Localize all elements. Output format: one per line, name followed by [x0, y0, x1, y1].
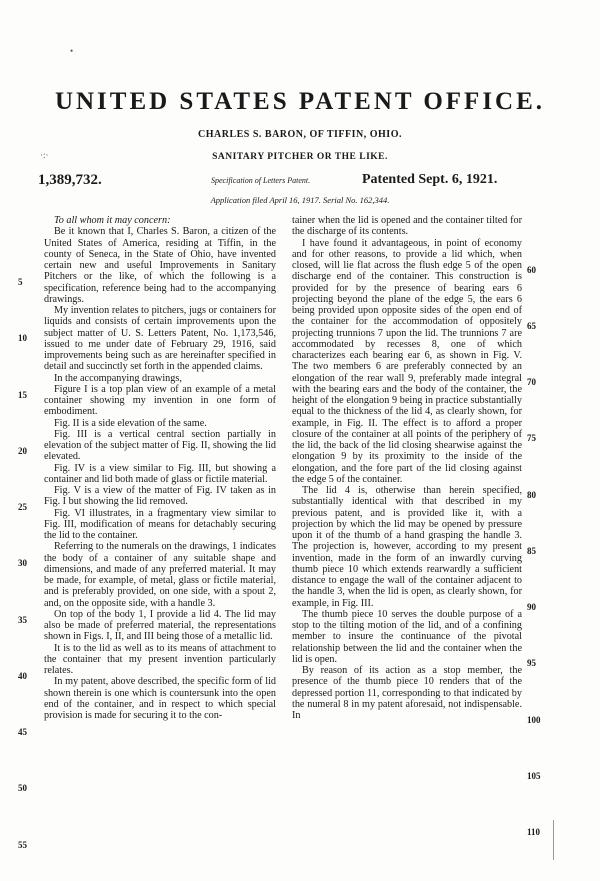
paragraph: Fig. IV is a view similar to Fig. III, but showing a container and lid both made of glass or fictile material. [44, 462, 276, 485]
line-number: 40 [18, 671, 27, 681]
line-number: 75 [527, 433, 536, 443]
line-number: 80 [527, 490, 536, 500]
paragraph: By reason of its action as a stop member, the presence of the thumb piece 10 renders that of the depressed portion 11, corresponding to that indicated by the numeral 8 in my patent aforesaid, not indispensable. In [292, 665, 522, 721]
paragraph: Fig. V is a view of the matter of Fig. IV taken as in Fig. I but showing the lid removed. [44, 485, 276, 508]
line-number: 5 [18, 277, 23, 287]
line-number: 30 [18, 558, 27, 568]
specification-label: Specification of Letters Patent. [211, 176, 311, 185]
paragraph: Referring to the numerals on the drawings, 1 indicates the body of a container of any suitable shape and dimensions, and made of any preferred material. It may be made, for example, of metal, glass or fictile material, and is preferably provided, on one side, with a spout 2, and, on the opposite side, with a handle 3. [44, 541, 276, 609]
left-text-column [44, 215, 276, 721]
line-number: 20 [18, 446, 27, 456]
line-number: 110 [527, 827, 541, 837]
line-number: 105 [527, 771, 541, 781]
line-number: 60 [527, 265, 536, 275]
paragraph: The thumb piece 10 serves the double purpose of a stop to the tilting motion of the lid, and of a confining member to insure the continuance of the pivotal relationship between the lid and the container when the lid is open. [292, 608, 522, 665]
office-title: UNITED STATES PATENT OFFICE. [54, 88, 546, 115]
line-number: 65 [527, 321, 536, 331]
line-number: 95 [527, 658, 536, 668]
scan-speck: • [70, 46, 74, 56]
patented-date: Patented Sept. 6, 1921. [362, 172, 498, 187]
right-text-column [292, 215, 522, 721]
paragraph: tainer when the lid is opened and the container tilted for the discharge of its contents. [292, 215, 522, 238]
line-number: 25 [18, 502, 27, 512]
line-number: 100 [527, 715, 541, 725]
line-number: 70 [527, 377, 536, 387]
scan-speck: ·:· [40, 150, 49, 160]
paragraph: Fig. VI illustrates, in a fragmentary view similar to Fig. III, modification of means for detachably securing the lid to the container. [44, 507, 276, 541]
salutation: To all whom it may concern: [54, 215, 171, 226]
paragraph: It is to the lid as well as to its means of attachment to the container that my present invention particularly relates. [44, 642, 276, 676]
line-number: 15 [18, 390, 27, 400]
line-number: 50 [18, 783, 27, 793]
inventor-line: CHARLES S. BARON, OF TIFFIN, OHIO. [198, 129, 402, 140]
patent-number: 1,389,732. [38, 172, 102, 188]
paragraph: My invention relates to pitchers, jugs or containers for liquids and consists of certain improvements upon the subject matter of U. S. Letters Patent, No. 1,173,546, issued to me under date of February 29, 1916, said improvements being such as are hereinafter specified in detail and succinctly set forth in the appended claims. [44, 305, 276, 373]
line-number: 90 [527, 602, 536, 612]
line-number: 85 [527, 546, 536, 556]
paragraph: The lid 4 is, otherwise than herein specified, substantially identical with that described in my previous patent, and is provided like it, with a projection by which the lid may be opened by pressure upon it of the thumb of a hand grasping the handle 3. The projection is, however, according to my present invention, made in the form of an inwardly curving thumb piece 10 which extends rearwardly a sufficient distance to engage the wall of the container adjacent to the handle 3, when the lid is open, as clearly shown, for example, in Fig. III. [292, 485, 522, 609]
paragraph: In the accompanying drawings, [54, 372, 182, 384]
line-number: 55 [18, 840, 27, 850]
patent-number-line [0, 172, 600, 192]
paragraph: I have found it advantageous, in point of economy and for other reasons, to provide a lid which, when closed, will lie flat across the flush edge 5 of the open discharge end of the container. This construction is provided for by the presence of bearing ears 6 projecting beyond the plane of the edge 5, the ears 6 being provided upon opposite sides of the open end of the container for the accommodation of oppositely projecting trunnions 7 upon the lid. The trunnions 7 are accommodated by recesses 8, one of which characterizes each bearing ear 6, as shown in Fig. V. The two members 6 are preferably connected by an elongation of the rear wall 9, preferably made integral with the bearing ears and the body of the container, the height of the elongation 9 being in practice substantially equal to the thickness of the lid 4, as clearly shown, for example, in Fig. II. The effect is to afford a proper closure of the container at all points of the periphery of the lid, the back of the lid closing shearwise against the elongation 9 by its proximity to the inside of the elongation, and the fore part of the lid closing against the edge 5 of the container. [292, 237, 522, 485]
paragraph: In my patent, above described, the specific form of lid shown therein is one which is countersunk into the open end of the container, and in respect to which special provision is made for securing it to the con- [44, 676, 276, 721]
line-number: 35 [18, 615, 27, 625]
line-number: 45 [18, 727, 27, 737]
paragraph: Be it known that I, Charles S. Baron, a citizen of the United States of America, residing at Tiffin, in the county of Seneca, in the State of Ohio, have invented certain new and useful Improvements in Sanitary Pitchers or the like, of which the following is a specification, reference being had to the accompanying drawings. [44, 226, 276, 305]
scan-edge-line [553, 820, 554, 860]
paragraph: Fig. III is a vertical central section partially in elevation of the subject matter of Fig. II, showing the lid elevated. [44, 428, 276, 463]
paragraph: Figure I is a top plan view of an example of a metal container showing my invention in one form of embodiment. [44, 383, 276, 418]
paragraph: Fig. II is a side elevation of the same. [54, 417, 207, 429]
paragraph: On top of the body 1, I provide a lid 4. The lid may also be made of preferred material, the representations shown in Figs. I, II, and III being those of a metallic lid. [44, 608, 276, 643]
line-number: 10 [18, 333, 27, 343]
subject-line: SANITARY PITCHER OR THE LIKE. [212, 152, 388, 162]
application-line: Application filed April 16, 1917. Serial No. 162,344. [210, 195, 390, 205]
